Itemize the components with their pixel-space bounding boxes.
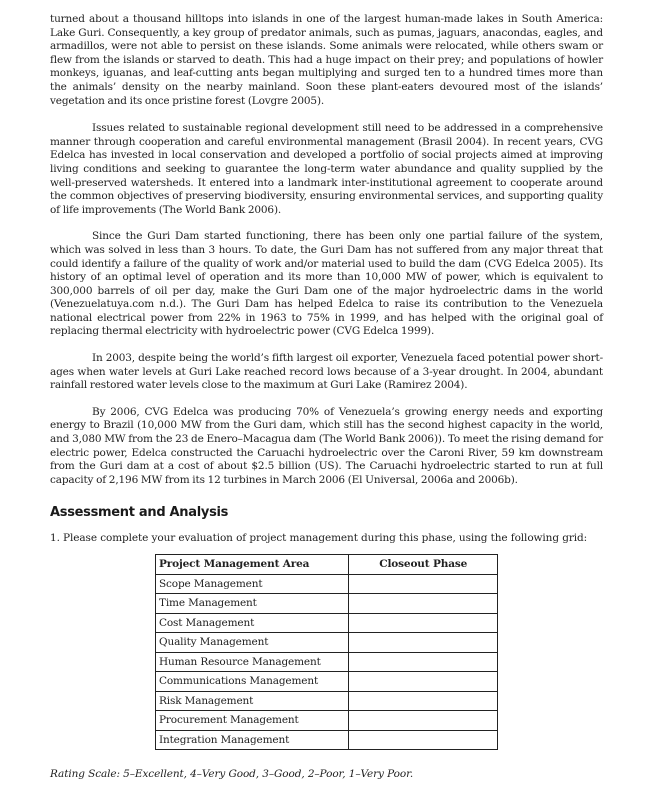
rating-scale: Rating Scale: 5–Excellent, 4–Very Good, 3–Good, 2–Poor, 1–Very Poor. bbox=[50, 768, 414, 780]
grid-rating-cell[interactable] bbox=[349, 633, 498, 653]
grid-area-label: Time Management bbox=[156, 594, 349, 614]
grid-area-label: Scope Management bbox=[156, 574, 349, 594]
table-row bbox=[156, 574, 498, 594]
grid-area-label: Procurement Management bbox=[156, 711, 349, 731]
grid-area-label: Cost Management bbox=[156, 613, 349, 633]
grid-rating-cell[interactable] bbox=[349, 613, 498, 633]
table-row bbox=[156, 594, 498, 614]
table-row bbox=[156, 613, 498, 633]
section-heading: Assessment and Analysis bbox=[50, 505, 229, 521]
grid-rating-cell[interactable] bbox=[349, 594, 498, 614]
grid-header-phase: Closeout Phase bbox=[349, 555, 498, 575]
table-row bbox=[156, 633, 498, 653]
table-row bbox=[156, 652, 498, 672]
evaluation-grid bbox=[155, 554, 498, 750]
grid-header-area: Project Management Area bbox=[156, 555, 349, 575]
paragraph-edelca-2006: By 2006, CVG Edelca was producing 70% of Venezuela’s growing energy needs and exporting energy to Brazil (10,000 MW from the Guri dam, which still has the second highest capacity in the world, and 3,080 MW from the 23 de Enero–Macagua dam (The World Bank 2006)). To meet the rising demand for electric power, Edelca constructed the Caruachi hydroelectric over the Caroni River, 59 km downstream from the Guri dam at a cost of about $2.5 billion (US). The Caruachi hydroelectric started to run at full capacity of 2,196 MW from its 12 turbines in March 2006 (El Universal, 2006a and 2006b). bbox=[50, 405, 603, 486]
grid-area-label: Risk Management bbox=[156, 691, 349, 711]
grid-rating-cell[interactable] bbox=[349, 711, 498, 731]
question-text: 1. Please complete your evaluation of project management during this phase, using the following grid: bbox=[50, 532, 588, 545]
grid-rating-cell[interactable] bbox=[349, 574, 498, 594]
table-row bbox=[156, 730, 498, 750]
grid-rating-cell[interactable] bbox=[349, 730, 498, 750]
paragraph-power-shortages: In 2003, despite being the world’s fifth largest oil exporter, Venezuela faced potential power short-ages when water levels at Guri Lake reached record lows because of a 3-year drought. In 2004, abundant rainfall restored water levels close to the maximum at Guri Lake (Ramirez 2004). bbox=[50, 352, 603, 392]
grid-area-label: Communications Management bbox=[156, 672, 349, 692]
paragraph-guri-dam-operation: Since the Guri Dam started functioning, there has been only one partial failure of the system, which was solved in less than 3 hours. To date, the Guri Dam has not suffered from any major threat that could identify a failure of the quality of work and/or material used to build the dam (CVG Edelca 2005). Its history of an optimal level of operation and its more than 10,000 MW of power, which is equivalent to 300,000 barrels of oil per day, make the Guri Dam one of the major hydroelectric dams in the world (Venezuelatuya.com n.d.). The Guri Dam has helped Edelca to raise its contribution to the Venezuela national electrical power from 22% in 1963 to 75% in 1999, and has helped with the original goal of replacing thermal electricity with hydroelectric power (CVG Edelca 1999). bbox=[50, 230, 603, 338]
grid-rating-cell[interactable] bbox=[349, 691, 498, 711]
grid-rating-cell[interactable] bbox=[349, 652, 498, 672]
paragraph-sustainable-development: Issues related to sustainable regional development still need to be addressed in a comprehensive manner through cooperation and careful environmental management (Brasil 2004). In recent years, CVG Edelca has invested in local conservation and developed a portfolio of social projects aimed at improving living conditions and seeking to guarantee the long-term water abundance and quality supplied by the well-preserved watersheds. It entered into a landmark inter-institutional agreement to cooperate around the common objectives of preserving biodiversity, ensuring environmental services, and supporting quality of life improvements (The World Bank 2006). bbox=[50, 122, 603, 216]
grid-header-row bbox=[156, 555, 498, 575]
paragraph-lake-guri: turned about a thousand hilltops into islands in one of the largest human-made lakes in South America: Lake Guri. Consequently, a key group of predator animals, such as pumas, jaguars, anacondas, eagles, and armadillos, were not able to persist on these islands. Some animals were relocated, while others swam or flew from the islands or starved to death. This had a huge impact on their prey; and populations of howler monkeys, iguanas, and leaf-cutting ants began multiplying and surged ten to a hundred times more than the animals’ density on the nearby mainland. Soon these plant-eaters devoured most of the islands’ vegetation and its once pristine forest (Lovgre 2005). bbox=[50, 13, 603, 107]
table-row bbox=[156, 711, 498, 731]
table-row bbox=[156, 691, 498, 711]
grid-area-label: Human Resource Management bbox=[156, 652, 349, 672]
grid-area-label: Integration Management bbox=[156, 730, 349, 750]
grid-area-label: Quality Management bbox=[156, 633, 349, 653]
table-row bbox=[156, 672, 498, 692]
grid-rating-cell[interactable] bbox=[349, 672, 498, 692]
document-page bbox=[50, 13, 603, 780]
